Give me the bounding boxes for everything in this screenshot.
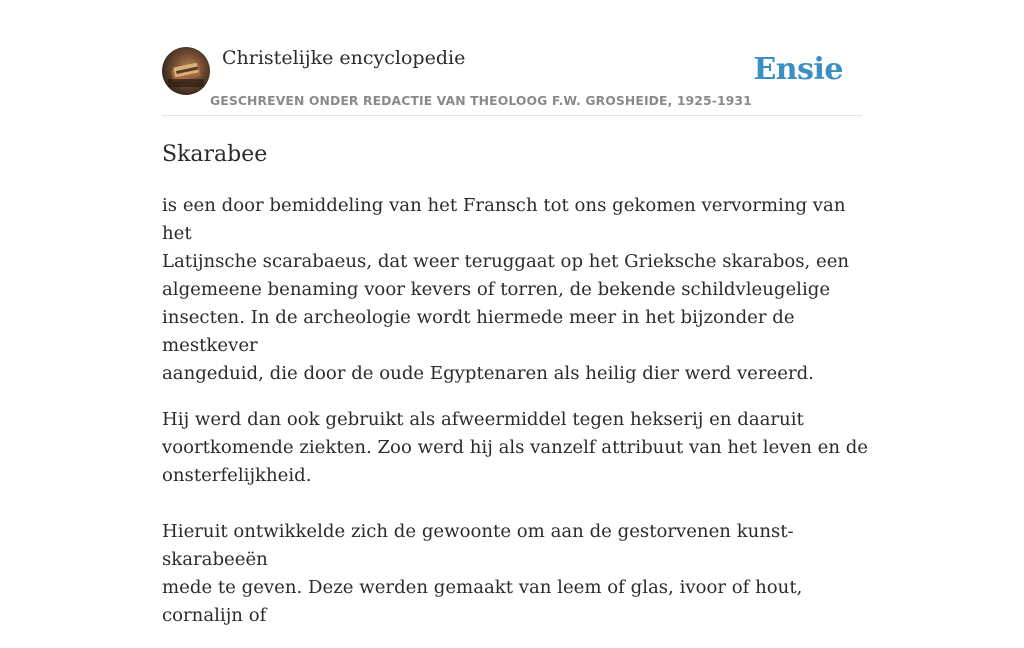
article-title: Skarabee — [162, 142, 268, 167]
site-title[interactable]: Christelijke encyclopedie — [222, 47, 466, 69]
article-body — [162, 192, 872, 648]
article-paragraph: is een door bemiddeling van het Fransch tot ons gekomen vervorming van het Latijnsche scarabaeus, dat weer teruggaat op het Grieksche skarabos, een algemeene benaming voor kevers of torren, de bekende schildvleugelige insecten. In de archeologie wordt hiermede meer in het bijzonder de mestkever aangeduid, die door de oude Egyptenaren als heilig dier werd vereerd. — [162, 195, 850, 384]
brand-logo[interactable]: Ensie — [753, 52, 843, 87]
article-paragraph: Hij werd dan ook gebruikt als afweermiddel tegen hekserij en daaruit voortkomende ziekten. Zoo werd hij als vanzelf attribuut van het leven en de onsterfelijkheid. Hieruit ontwikkelde zich de gewoonte om aan de gestorvenen kunst-skarabeeën mede te geven. Deze werden gemaakt van leem of glas, ivoor of hout, cornalijn of — [162, 409, 869, 626]
site-subtitle: GESCHREVEN ONDER REDACTIE VAN THEOLOOG F.W. GROSHEIDE, 1925-1931 — [210, 93, 752, 108]
book-photo-icon[interactable] — [162, 47, 210, 95]
site-header — [162, 46, 862, 116]
